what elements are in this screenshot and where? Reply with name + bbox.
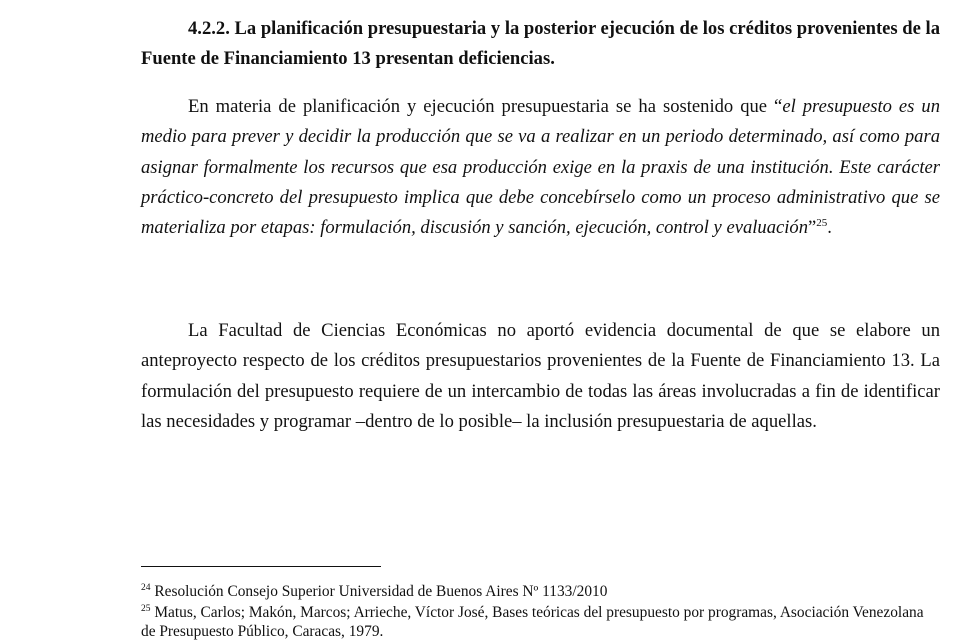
footnote-24	[141, 582, 940, 601]
footnote-text: Matus, Carlos; Makón, Marcos; Arrieche, Víctor José, Bases teóricas del presupuesto por programas, Asociación Venezolana de Presupuesto Público, Caracas, 1979.	[141, 604, 924, 640]
footnote-text: Resolución Consejo Superior Universidad de Buenos Aires Nº 1133/2010	[154, 583, 608, 600]
paragraph-planificacion	[141, 92, 940, 243]
closing-quote-mark: ”	[808, 217, 817, 239]
footnote-number: 24	[141, 582, 151, 593]
paragraph-lead: En materia de planificación y ejecución presupuestaria se ha sostenido que “	[188, 96, 783, 117]
footnote-25	[141, 603, 940, 641]
quoted-definition: el presupuesto es un medio para prever y decidir la producción que se va a realizar en un periodo determinado, así como para asignar formalmente los recursos que esa producción exige en la praxis de una institución. Este carácter práctico-concreto del presupuesto implica que debe concebírselo como un proceso administrativo que se materializa por etapas: formulación, discusión y sanción, ejecución, control y evaluación	[141, 96, 941, 239]
section-heading: 4.2.2. La planificación presupuestaria y la posterior ejecución de los créditos provenientes de la Fuente de Financiamiento 13 presentan deficiencias.	[141, 18, 940, 70]
footnote-number: 25	[141, 603, 151, 614]
footnote-ref-25[interactable]: 25	[816, 217, 828, 229]
paragraph-end: .	[827, 217, 832, 239]
paragraph-facultad: La Facultad de Ciencias Económicas no aportó evidencia documental de que se elabore un anteproyecto respecto de los créditos presupuestarios provenientes de la Fuente de Financiamiento 13. La formulación del presupuesto requiere de un intercambio de todas las áreas involucradas a fin de identificar las necesidades y programar –dentro de lo posible– la inclusión presupuestaria de aquellas.	[141, 320, 940, 432]
footnote-separator	[141, 566, 381, 567]
